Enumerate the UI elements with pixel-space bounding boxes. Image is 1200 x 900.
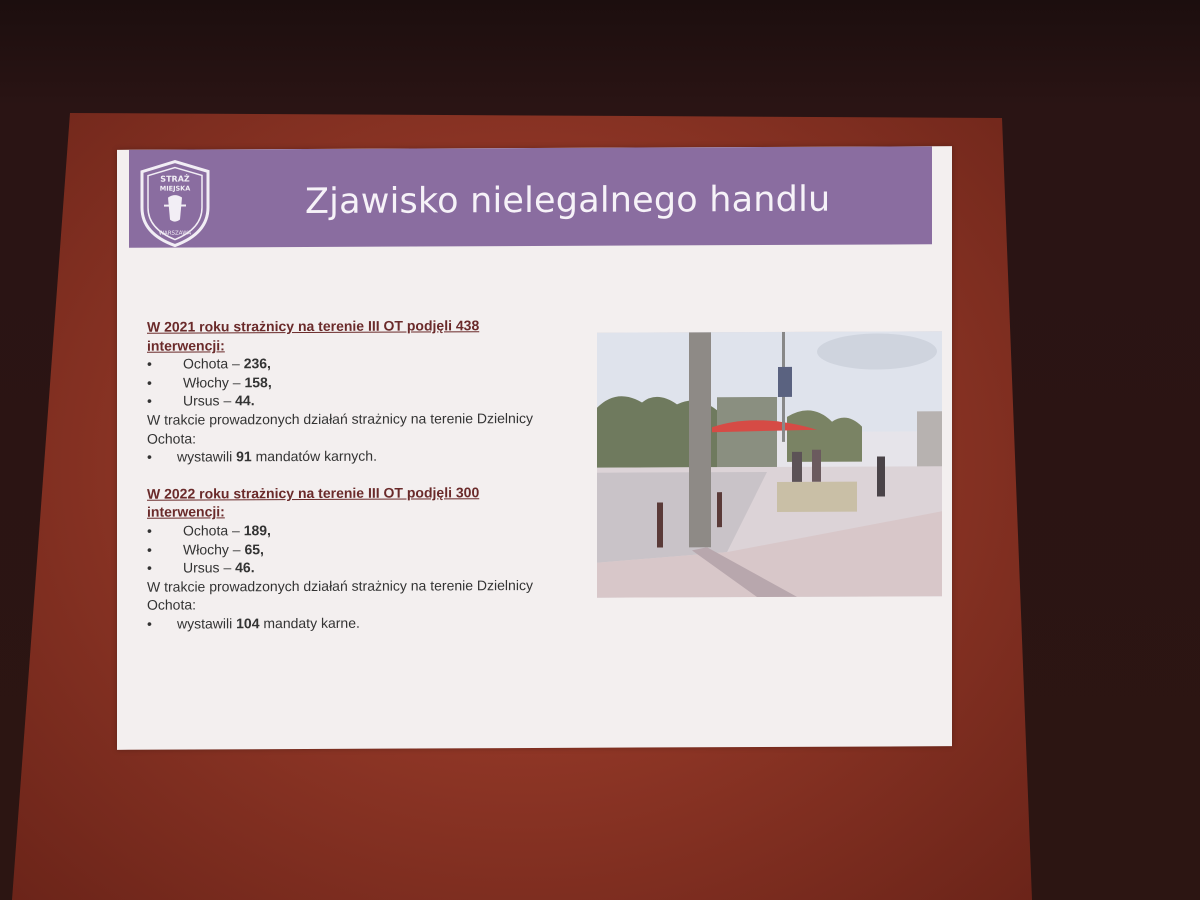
note-text: W trakcie prowadzonych działań strażnicy na terenie Dzielnicy (147, 409, 533, 428)
ticket-value: 104 (236, 615, 260, 632)
spacer (147, 464, 617, 484)
list-item (147, 538, 617, 559)
block-title: W 2021 roku strażnicy na terenie III OT podjęli 438 (147, 317, 480, 335)
bullet: • (147, 559, 152, 576)
presentation-slide (117, 146, 952, 750)
ticket-prefix: wystawili (177, 448, 237, 465)
block-title: interwencji: (147, 336, 225, 354)
block-2021 (147, 316, 617, 467)
bullet: • (147, 355, 152, 372)
list-item (147, 390, 617, 411)
bullet: • (147, 393, 152, 410)
slide-title: Zjawisko nielegalnego handlu (305, 179, 831, 223)
district-label: Włochy – (183, 540, 245, 558)
district-label: Ursus – (183, 392, 236, 409)
district-value: 44. (235, 392, 255, 409)
block-title: W 2022 roku strażnicy na terenie III OT podjęli 300 (147, 483, 480, 502)
note-text: Ochota: (147, 430, 197, 447)
list-item (147, 520, 617, 541)
ticket-value: 91 (236, 448, 252, 465)
bullet: • (147, 448, 152, 465)
district-value: 158, (244, 373, 272, 391)
block-title: interwencji: (147, 503, 225, 521)
note-text: W trakcie prowadzonych działań strażnicy na terenie Dzielnicy (147, 576, 533, 595)
ticket-suffix: mandatów karnych. (251, 447, 377, 465)
bullet: • (147, 374, 152, 391)
ticket-prefix: wystawili (177, 615, 237, 632)
slide-content (147, 316, 617, 634)
list-item (147, 446, 617, 467)
list-item (147, 557, 617, 578)
svg-text:MIEJSKA: MIEJSKA (159, 184, 191, 193)
block-2022 (147, 482, 617, 633)
district-value: 236, (243, 355, 271, 372)
district-value: 46. (235, 559, 255, 576)
straz-miejska-logo (138, 159, 212, 247)
street-photo (597, 331, 942, 598)
note-text: Ochota: (147, 596, 197, 614)
svg-text:STRAŻ: STRAŻ (160, 174, 190, 184)
district-label: Ochota – (183, 522, 244, 539)
svg-text:WARSZAWA: WARSZAWA (158, 230, 192, 237)
district-label: Włochy – (183, 374, 245, 391)
bullet: • (147, 541, 152, 558)
bullet: • (147, 615, 152, 632)
district-value: 189, (243, 522, 271, 539)
slide-header (129, 146, 932, 248)
district-value: 65, (244, 540, 264, 557)
list-item (147, 613, 617, 634)
bullet: • (147, 522, 152, 539)
district-label: Ursus – (183, 559, 236, 576)
district-label: Ochota – (183, 355, 244, 372)
list-item (147, 371, 617, 392)
ticket-suffix: mandaty karne. (259, 614, 360, 632)
list-item (147, 353, 617, 374)
